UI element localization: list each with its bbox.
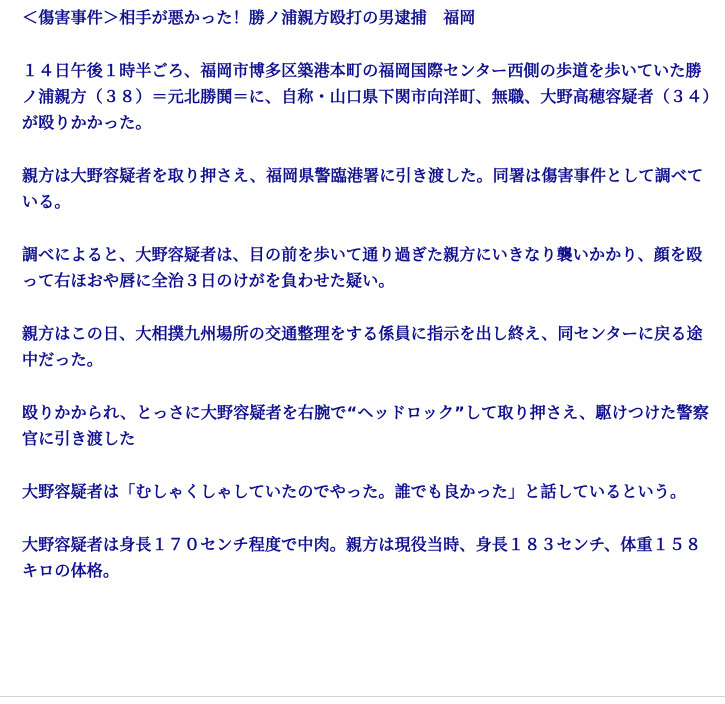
article-paragraph: 調べによると、大野容疑者は、目の前を歩いて通り過ぎた親方にいきなり襲いかかり、顔を殴って右ほおや唇に全治３日のけがを負わせた疑い。 [22, 245, 703, 290]
article-paragraph: 親方はこの日、大相撲九州場所の交通整理をする係員に指示を出し終え、同センターに戻る途中だった。 [22, 324, 703, 369]
article-headline: ＜傷害事件＞相手が悪かった！勝ノ浦親方殴打の男逮捕 福岡 [22, 8, 476, 27]
article-paragraph: 殴りかかられ、とっさに大野容疑者を右腕で“ヘッドロック”して取り押さえ、駆けつけた警察官に引き渡した [22, 403, 709, 448]
article-paragraph: 大野容疑者は身長１７０センチ程度で中肉。親方は現役当時、身長１８３センチ、体重１５８キロの体格。 [22, 535, 702, 580]
article-paragraph: 親方は大野容疑者を取り押さえ、福岡県警臨港署に引き渡した。同署は傷害事件として調べている。 [22, 166, 704, 211]
article-paragraph: １４日午後１時半ごろ、福岡市博多区築港本町の福岡国際センター西側の歩道を歩いていた勝ノ浦親方（３８）＝元北勝鬨＝に、自称・山口県下関市向洋町、無職、大野高穂容疑者（３４）が殴りかかった。 [22, 61, 711, 132]
article-paragraph: 大野容疑者は「むしゃくしゃしていたのでやった。誰でも良かった」と話しているという。 [22, 482, 687, 501]
